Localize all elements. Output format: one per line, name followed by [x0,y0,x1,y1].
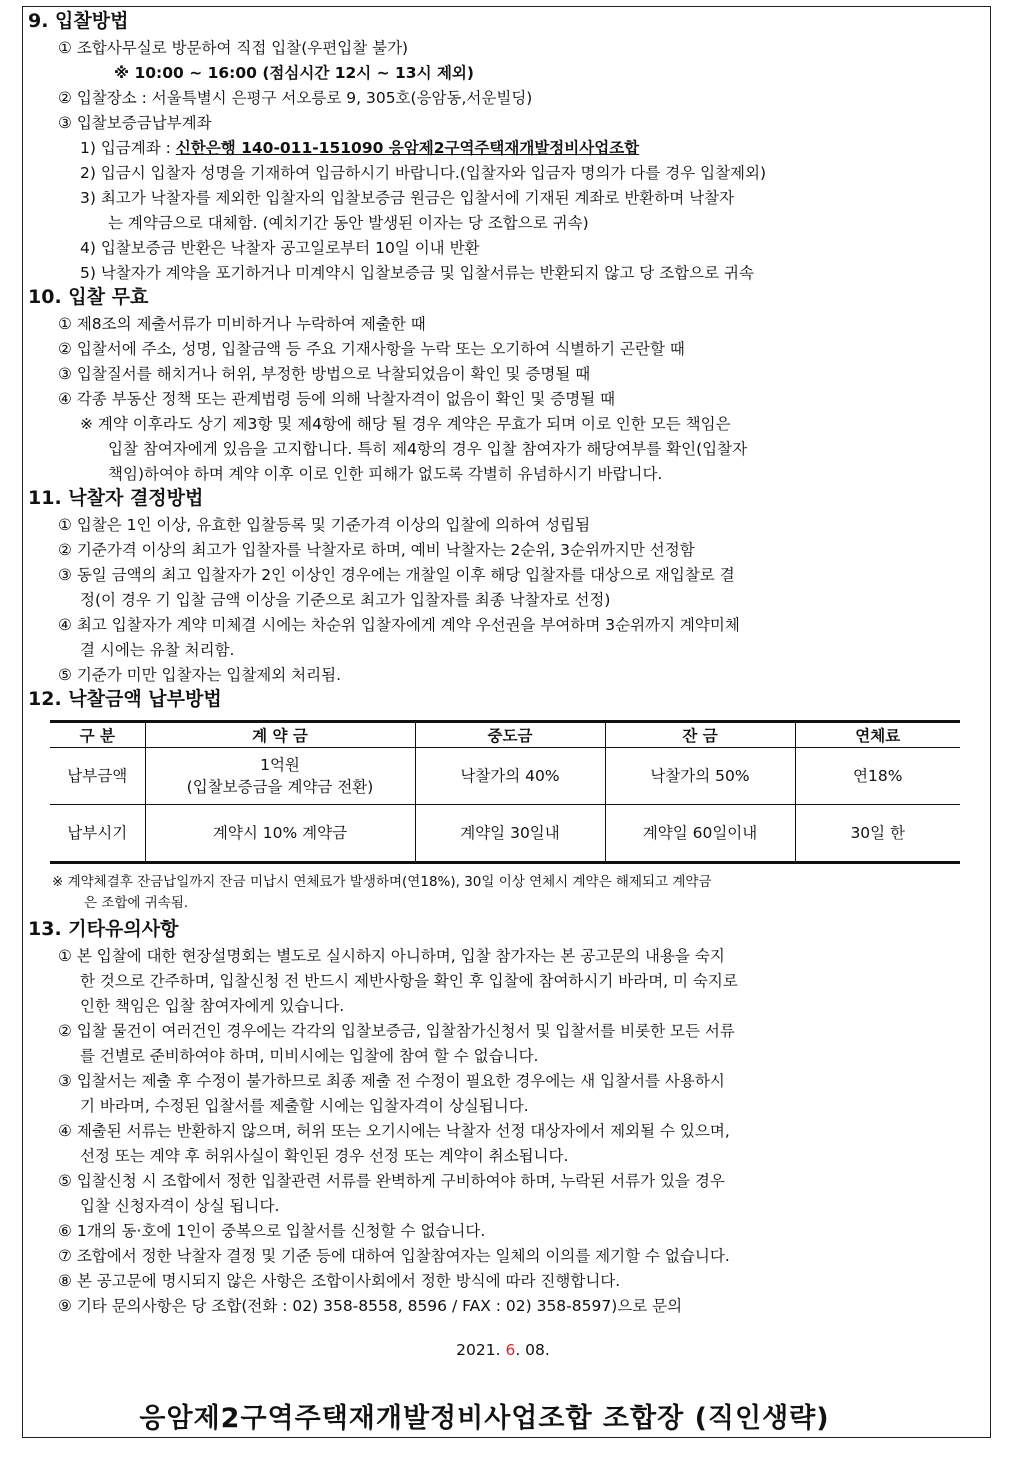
row2-interim: 계약일 30일내 [415,805,605,863]
th-balance: 잔 금 [605,722,795,748]
s13-item-9: ⑨ 기타 문의사항은 당 조합(전화 : 02) 358-8558, 8596 / FAX : 02) 358-8597)으로 문의 [58,1297,683,1315]
s13-item-6: ⑥ 1개의 동·호에 1인이 중복으로 입찰서를 신청할 수 없습니다. [58,1222,486,1240]
signature-line: 응암제2구역주택재개발정비사업조합 조합장 (직인생략) [139,1403,830,1434]
row2-balance: 계약일 60일이내 [605,805,795,863]
s10-item-4: ④ 각종 부동산 정책 또는 관계법령 등에 의해 낙찰자격이 없음이 확인 및 증명될 때 [58,390,616,408]
account-label: 1) 입금계좌 : [80,139,176,157]
s13-item-5a: ⑤ 입찰신청 시 조합에서 정한 입찰관련 서류를 완벽하게 구비하여야 하며, 누락된 서류가 있을 경우 [58,1172,725,1190]
row2-late-fee: 30일 한 [795,805,960,863]
section-11-title: 11. 낙찰자 결정방법 [28,487,204,509]
s13-item-4b: 선정 또는 계약 후 허위사실이 확인된 경우 선정 또는 계약이 취소됩니다. [80,1147,569,1165]
s9-sub-2: 2) 입금시 입찰자 성명을 기재하여 입금하시기 바랍니다.(입찰자와 입금자 명의가 다를 경우 입찰제외) [80,164,767,182]
th-category: 구 분 [50,722,145,748]
s12-note-2: 은 조합에 귀속됨. [84,895,189,911]
s11-item-4a: ④ 최고 입찰자가 계약 미체결 시에는 차순위 입찰자에게 계약 우선권을 부여하며 3순위까지 계약미체 [58,616,740,634]
s11-item-1: ① 입찰은 1인 이상, 유효한 입찰등록 및 기준가격 이상의 입찰에 의하여 성립됨 [58,516,591,534]
s13-item-4a: ④ 제출된 서류는 반환하지 않으며, 허위 또는 오기시에는 낙찰자 선정 대상자에서 제외될 수 있으며, [58,1122,730,1140]
date-month: 6 [505,1341,516,1359]
s13-item-8: ⑧ 본 공고문에 명시되지 않은 사항은 조합이사회에서 정한 방식에 따라 진행합니다. [58,1272,621,1290]
row1-late-fee: 연18% [795,748,960,805]
date-day: . 08. [515,1341,550,1359]
s9-item-3: ③ 입찰보증금납부계좌 [58,114,212,132]
s10-item-1: ① 제8조의 제출서류가 미비하거나 누락하여 제출한 때 [58,315,426,333]
row1-balance: 낙찰가의 50% [605,748,795,805]
s9-sub-3b: 는 계약금으로 대체함. (예치기간 동안 발생된 이자는 당 조합으로 귀속) [108,214,589,232]
section-13-title: 13. 기타유의사항 [28,918,179,940]
s13-item-3a: ③ 입찰서는 제출 후 수정이 불가하므로 최종 제출 전 수정이 필요한 경우에는 새 입찰서를 사용하시 [58,1072,725,1090]
s12-note-1: ※ 계약체결후 잔금납일까지 잔금 미납시 연체료가 발생하며(연18%), 30일 이상 연체시 계약은 해제되고 계약금 [52,874,712,890]
row1-label: 납부금액 [50,748,145,805]
table-row [50,748,960,805]
s10-note-1: ※ 계약 이후라도 상기 제3항 및 제4항에 해당 될 경우 계약은 무효가 되며 이로 인한 모든 책임은 [80,415,731,433]
s13-item-5b: 입찰 신청자격이 상실 됩니다. [80,1197,280,1215]
s10-item-3: ③ 입찰질서를 해치거나 허위, 부정한 방법으로 낙찰되었음이 확인 및 증명될 때 [58,365,591,383]
th-interim: 중도금 [415,722,605,748]
s13-item-1c: 인한 책임은 입찰 참여자에게 있습니다. [80,997,345,1015]
section-9-title: 9. 입찰방법 [28,10,129,32]
th-deposit: 계 약 금 [145,722,415,748]
s11-item-5: ⑤ 기준가 미만 입찰자는 입찰제외 처리됨. [58,666,342,684]
table-row [50,805,960,863]
row1-deposit [145,748,415,805]
s9-item-2: ② 입찰장소 : 서울특별시 은평구 서오릉로 9, 305호(응암동,서운빌딩) [58,89,533,107]
document-date [28,1341,978,1371]
date-year: 2021. [456,1341,506,1359]
s9-account-line [28,136,978,161]
s13-item-2a: ② 입찰 물건이 여러건인 경우에는 각각의 입찰보증금, 입찰참가신청서 및 입찰서를 비롯한 모든 서류 [58,1022,735,1040]
s10-item-2: ② 입찰서에 주소, 성명, 입찰금액 등 주요 기재사항을 누락 또는 오기하여 식별하기 곤란할 때 [58,340,685,358]
s11-item-4b: 결 시에는 유찰 처리함. [80,641,235,659]
account-number: 신한은행 140-011-151090 응암제2구역주택재개발정비사업조합 [175,139,640,157]
s13-item-2b: 를 건별로 준비하여야 하며, 미비시에는 입찰에 참여 할 수 없습니다. [80,1047,539,1065]
s9-item-1: ① 조합사무실로 방문하여 직접 입찰(우편입찰 불가) [58,39,409,57]
row2-label: 납부시기 [50,805,145,863]
row1-interim: 낙찰가의 40% [415,748,605,805]
s11-item-3a: ③ 동일 금액의 최고 입찰자가 2인 이상인 경우에는 개찰일 이후 해당 입찰자를 대상으로 재입찰로 결 [58,566,735,584]
s11-item-2: ② 기준가격 이상의 최고가 입찰자를 낙찰자로 하며, 예비 낙찰자는 2순위, 3순위까지만 선정함 [58,541,695,559]
s13-item-3b: 기 바라며, 수정된 입찰서를 제출할 시에는 입찰자격이 상실됩니다. [80,1097,529,1115]
row2-deposit: 계약시 10% 계약금 [145,805,415,863]
payment-table [50,720,960,864]
th-late-fee: 연체료 [795,722,960,748]
s9-item-1-note: ※ 10:00 ~ 16:00 (점심시간 12시 ~ 13시 제외) [114,64,474,82]
s9-sub-3a: 3) 최고가 낙찰자를 제외한 입찰자의 입찰보증금 원금은 입찰서에 기재된 계좌로 반환하며 낙찰자 [80,189,735,207]
section-12-title: 12. 낙찰금액 납부방법 [28,688,222,710]
s9-sub-5: 5) 낙찰자가 계약을 포기하거나 미계약시 입찰보증금 및 입찰서류는 반환되지 않고 당 조합으로 귀속 [80,264,754,282]
s9-sub-4: 4) 입찰보증금 반환은 낙찰자 공고일로부터 10일 이내 반환 [80,239,480,257]
s10-note-2: 입찰 참여자에게 있음을 고지합니다. 특히 제4항의 경우 입찰 참여자가 해당여부를 확인(입찰자 [108,440,748,458]
section-10-title: 10. 입찰 무효 [28,286,149,308]
s10-note-3: 책임)하여야 하며 계약 이후 이로 인한 피해가 없도록 각별히 유념하시기 바랍니다. [108,465,663,483]
table-header-row [50,722,960,748]
s13-item-1a: ① 본 입찰에 대한 현장설명회는 별도로 실시하지 아니하며, 입찰 참가자는 본 공고문의 내용을 숙지 [58,947,725,965]
row1-deposit-note: (입찰보증금을 계약금 전환) [186,778,374,796]
s13-item-1b: 한 것으로 간주하며, 입찰신청 전 반드시 제반사항을 확인 후 입찰에 참여하시기 바라며, 미 숙지로 [80,972,738,990]
row1-deposit-amount: 1억원 [260,756,300,774]
s13-item-7: ⑦ 조합에서 정한 낙찰자 결정 및 기준 등에 대하여 입찰참여자는 일체의 이의를 제기할 수 없습니다. [58,1247,730,1265]
document-body [28,10,978,1371]
s11-item-3b: 정(이 경우 기 입찰 금액 이상을 기준으로 최고가 입찰자를 최종 낙찰자로 선정) [80,591,611,609]
